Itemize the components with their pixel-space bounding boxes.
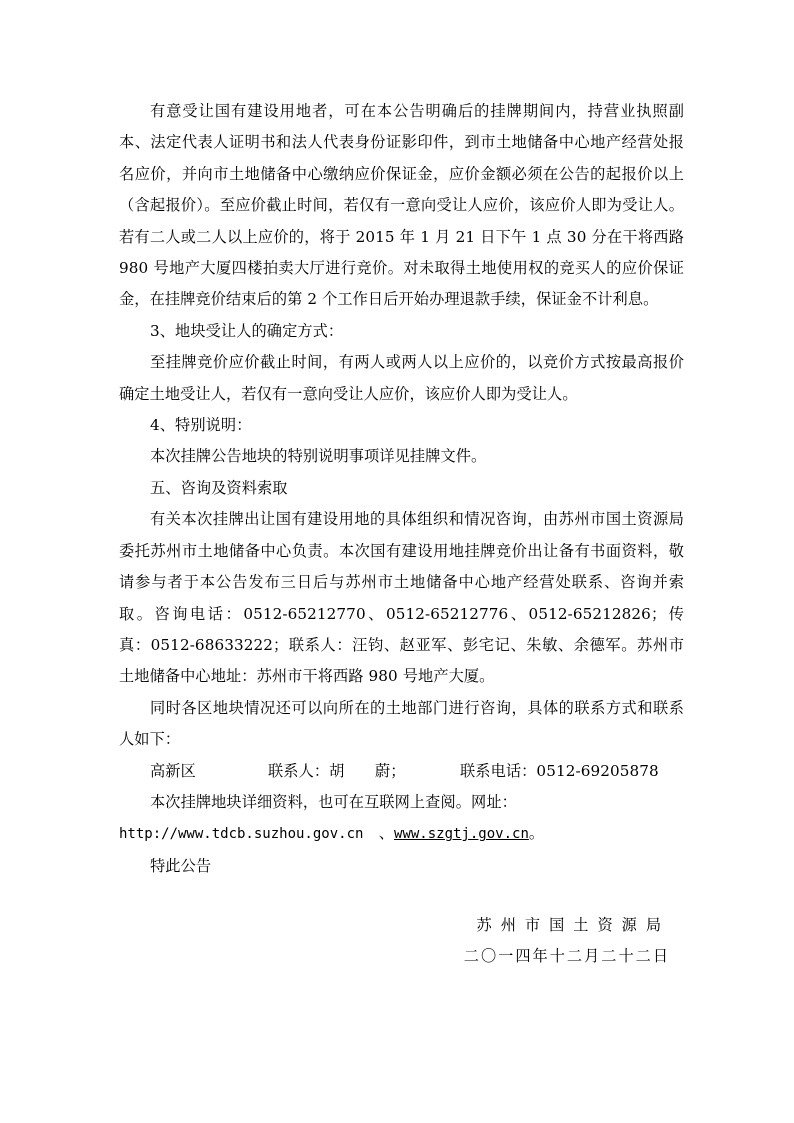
link-separator: 、: [363, 824, 395, 843]
paragraph-consultation: 有关本次挂牌出让国有建设用地的具体组织和情况咨询，由苏州市国土资源局委托苏州市土地储备中心负责。本次国有建设用地挂牌竞价出让备有书面资料，敬请参与者于本公告发布三日后与苏州市土地储备中心地产经营处联系、咨询并索取。咨询电话：0512-65212770、0512-65212776、0512-65212826；传真：0512-68633222；联系人：汪钧、赵亚军、彭宅记、朱敏、余德军。苏州市土地储备中心地址：苏州市干将西路 980 号地产大厦。: [119, 510, 684, 686]
contact-district: 高新区: [150, 761, 196, 780]
heading-special-notes: 4、特别说明：: [150, 416, 252, 435]
document-body: [119, 96, 684, 882]
contact-person: 联系人：胡 蔚；: [268, 761, 406, 780]
website-link-szgtj[interactable]: www.szgtj.gov.cn: [394, 826, 529, 843]
paragraph-district-contacts: 同时各区地块情况还可以向所在的土地部门进行咨询，具体的联系方式和联系人如下：: [119, 698, 684, 749]
contact-row: [119, 756, 684, 787]
paragraph-bidding-procedure: 有意受让国有建设用地者，可在本公告明确后的挂牌期间内，持营业执照副本、法定代表人证明书和法人代表身份证影印件，到市土地储备中心地产经营处报名应价，并向市土地储备中心缴纳应价保证金，应价金额必须在公告的起报价以上（含起报价）。至应价截止时间，若仅有一意向受让人应价，该应价人即为受让人。若有二人或二人以上应价的，将于 2015 年 1 月 21 日下午 1 点 30 分在干将西路 980 号地产大厦四楼拍卖大厅进行竞价。对未取得土地使用权的竞买人的应价保证金，在挂牌竞价结束后的第 2 个工作日后开始办理退款手续，保证金不计利息。: [119, 102, 684, 309]
signature-organization: 苏州市国土资源局: [476, 916, 670, 934]
link-end-punctuation: 。: [528, 824, 545, 843]
heading-assignee-determination: 3、地块受让人的确定方式：: [150, 321, 344, 340]
closing-statement: 特此公告: [150, 856, 212, 875]
heading-consultation: 五、咨询及资料索取: [150, 478, 288, 497]
paragraph-special-notes: 本次挂牌公告地块的特别说明事项详见挂牌文件。: [150, 447, 487, 466]
contact-phone: 联系电话：0512-69205878: [460, 761, 659, 780]
signature-date: 二〇一四年十二月二十二日: [463, 947, 670, 965]
online-note: 本次挂牌地块详细资料，也可在互联网上查阅。网址：: [150, 792, 517, 811]
website-links: [119, 818, 684, 850]
website-link-tdcb[interactable]: http://www.tdcb.suzhou.gov.cn: [119, 826, 364, 843]
paragraph-assignee-determination: 至挂牌竞价应价截止时间，有两人或两人以上应价的，以竞价方式按最高报价确定土地受让人，若仅有一意向受让人应价，该应价人即为受让人。: [119, 353, 684, 403]
